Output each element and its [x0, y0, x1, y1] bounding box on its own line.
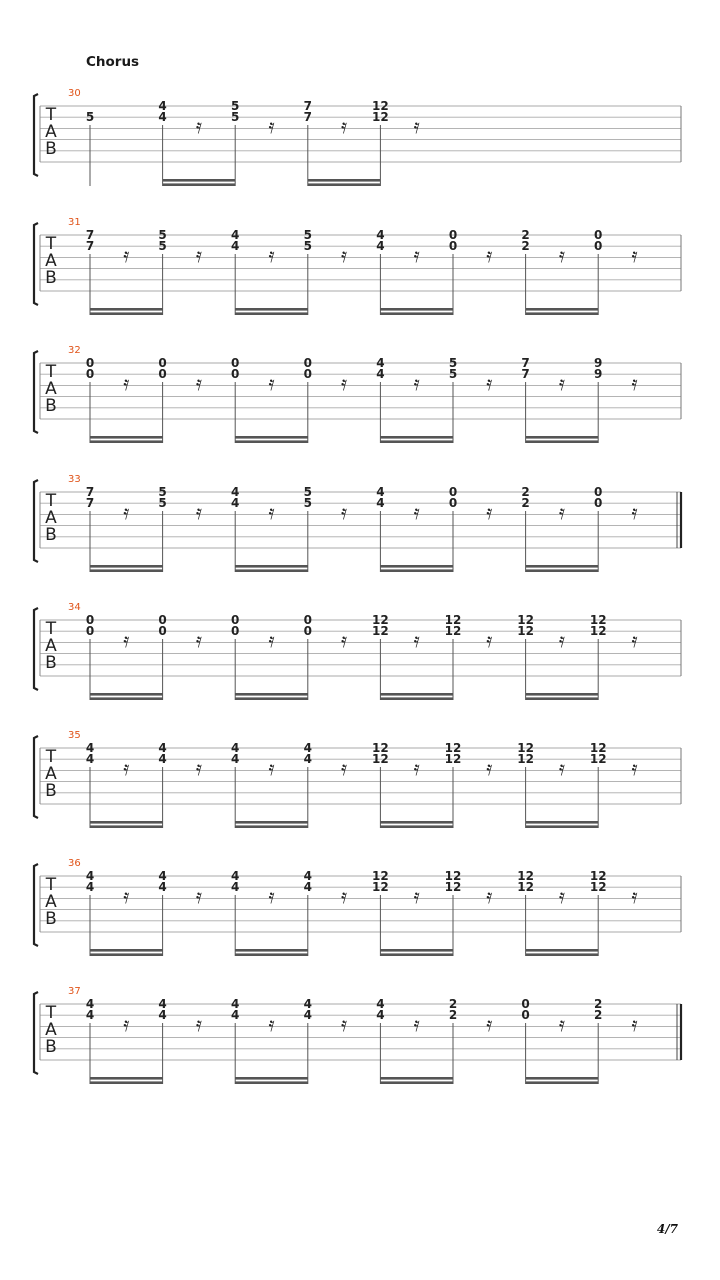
beam: [90, 693, 163, 696]
beam: [380, 697, 453, 700]
beam: [308, 183, 381, 186]
tab-clef-letter: T: [45, 491, 57, 511]
fret-number: 2: [521, 496, 530, 510]
beam: [90, 312, 163, 315]
sixteenth-rest: 𝄿: [413, 114, 420, 138]
fret-number: 12: [517, 613, 534, 627]
sixteenth-rest: 𝄿: [558, 756, 565, 780]
beam: [235, 312, 308, 315]
fret-number: 4: [158, 869, 167, 883]
beam: [526, 697, 599, 700]
fret-number: 12: [589, 624, 607, 638]
fret-number: 4: [231, 485, 240, 499]
fret-number: 4: [231, 752, 240, 766]
beam: [380, 1077, 453, 1080]
fret-number: 5: [231, 99, 240, 113]
measure-number: 34: [68, 602, 81, 613]
system-bracket: [34, 736, 38, 818]
beam: [163, 179, 236, 182]
sixteenth-rest: 𝄿: [486, 756, 493, 780]
fret-number: 0: [231, 356, 240, 370]
fret-number: 0: [521, 1008, 530, 1022]
fret-number: 4: [376, 228, 385, 242]
system-bracket: [34, 608, 38, 690]
fret-number: 0: [85, 356, 95, 370]
beam: [526, 693, 599, 696]
fret-number: 0: [448, 228, 458, 242]
beam: [90, 308, 163, 311]
fret-number: 0: [594, 496, 603, 510]
tab-clef-letter: B: [45, 781, 57, 801]
beam: [380, 565, 453, 568]
fret-number: 5: [158, 485, 167, 499]
beam: [90, 825, 163, 828]
fret-number: 4: [85, 1008, 95, 1022]
tab-clef-letter: T: [45, 362, 57, 382]
sixteenth-rest: 𝄿: [268, 371, 275, 395]
beam: [380, 953, 453, 956]
fret-number: 7: [521, 367, 530, 381]
fret-number: 4: [158, 1008, 167, 1022]
sixteenth-rest: 𝄿: [341, 243, 348, 267]
beam: [90, 569, 163, 572]
tab-clef-letter: A: [45, 508, 57, 528]
fret-number: 12: [589, 752, 607, 766]
beam: [90, 1077, 163, 1080]
fret-number: 4: [231, 1008, 240, 1022]
sixteenth-rest: 𝄿: [123, 1012, 130, 1036]
fret-number: 5: [303, 228, 312, 242]
fret-number: 0: [594, 239, 603, 253]
beam: [235, 697, 308, 700]
sixteenth-rest: 𝄿: [123, 756, 130, 780]
sixteenth-rest: 𝄿: [341, 114, 348, 138]
fret-number: 5: [231, 110, 240, 124]
beam: [163, 183, 236, 186]
beam: [380, 312, 453, 315]
beam: [526, 1081, 599, 1084]
fret-number: 12: [517, 741, 534, 755]
tab-clef-letter: A: [45, 122, 57, 142]
fret-number: 0: [158, 613, 167, 627]
sixteenth-rest: 𝄿: [631, 756, 638, 780]
fret-number: 0: [303, 367, 312, 381]
fret-number: 0: [448, 485, 458, 499]
fret-number: 4: [158, 110, 167, 124]
fret-number: 5: [303, 239, 312, 253]
beam: [235, 440, 308, 443]
beam: [526, 565, 599, 568]
fret-number: 4: [303, 880, 312, 894]
measure-number: 37: [68, 986, 81, 997]
sixteenth-rest: 𝄿: [341, 371, 348, 395]
sixteenth-rest: 𝄿: [413, 500, 420, 524]
tab-system: [34, 602, 681, 700]
fret-number: 4: [85, 880, 95, 894]
fret-number: 12: [589, 869, 607, 883]
fret-number: 12: [372, 741, 389, 755]
fret-number: 12: [372, 624, 389, 638]
fret-number: 4: [376, 356, 385, 370]
tab-clef-letter: T: [45, 1003, 57, 1023]
beam: [235, 569, 308, 572]
fret-number: 5: [448, 356, 458, 370]
sixteenth-rest: 𝄿: [558, 1012, 565, 1036]
beam: [235, 825, 308, 828]
sixteenth-rest: 𝄿: [558, 628, 565, 652]
sixteenth-rest: 𝄿: [486, 371, 493, 395]
beam: [235, 308, 308, 311]
fret-number: 2: [521, 239, 530, 253]
fret-number: 12: [372, 99, 389, 113]
sixteenth-rest: 𝄿: [631, 884, 638, 908]
fret-number: 0: [231, 613, 240, 627]
fret-number: 4: [158, 997, 167, 1011]
measure-number: 31: [68, 217, 81, 228]
tab-clef-letter: T: [45, 234, 57, 254]
sixteenth-rest: 𝄿: [123, 371, 130, 395]
fret-number: 12: [589, 613, 607, 627]
fret-number: 12: [444, 869, 462, 883]
system-bracket: [34, 94, 38, 176]
fret-number: 4: [376, 997, 385, 1011]
fret-number: 12: [444, 880, 462, 894]
beam: [380, 440, 453, 443]
beam: [526, 1077, 599, 1080]
tab-clef-letter: T: [45, 619, 57, 639]
fret-number: 4: [376, 367, 385, 381]
beam: [380, 436, 453, 439]
sixteenth-rest: 𝄿: [123, 884, 130, 908]
beam: [380, 308, 453, 311]
fret-number: 4: [158, 880, 167, 894]
measure-number: 30: [68, 88, 81, 99]
fret-number: 4: [85, 997, 95, 1011]
tab-clef-letter: A: [45, 892, 57, 912]
sixteenth-rest: 𝄿: [268, 500, 275, 524]
fret-number: 2: [594, 1008, 603, 1022]
fret-number: 4: [303, 752, 312, 766]
tab-clef-letter: T: [45, 747, 57, 767]
fret-number: 5: [158, 228, 167, 242]
sixteenth-rest: 𝄿: [268, 243, 275, 267]
beam: [380, 821, 453, 824]
fret-number: 12: [372, 869, 389, 883]
sixteenth-rest: 𝄿: [631, 1012, 638, 1036]
fret-number: 2: [521, 485, 530, 499]
fret-number: 0: [158, 356, 167, 370]
fret-number: 0: [231, 624, 240, 638]
fret-number: 5: [85, 110, 95, 124]
beam: [90, 821, 163, 824]
sixteenth-rest: 𝄿: [631, 243, 638, 267]
fret-number: 0: [448, 496, 458, 510]
sixteenth-rest: 𝄿: [413, 884, 420, 908]
page-indicator: 4/7: [656, 1222, 678, 1236]
fret-number: 4: [376, 239, 385, 253]
sixteenth-rest: 𝄿: [413, 756, 420, 780]
fret-number: 12: [517, 869, 534, 883]
fret-number: 2: [521, 228, 530, 242]
system-bracket: [34, 223, 38, 305]
fret-number: 4: [231, 741, 240, 755]
sixteenth-rest: 𝄿: [195, 243, 202, 267]
beam: [90, 440, 163, 443]
fret-number: 0: [158, 367, 167, 381]
sixteenth-rest: 𝄿: [413, 243, 420, 267]
fret-number: 9: [594, 356, 603, 370]
sixteenth-rest: 𝄿: [486, 500, 493, 524]
fret-number: 12: [444, 613, 462, 627]
beam: [526, 825, 599, 828]
beam: [526, 312, 599, 315]
beam: [308, 179, 381, 182]
beam: [526, 308, 599, 311]
tab-system: [34, 858, 681, 956]
sixteenth-rest: 𝄿: [341, 1012, 348, 1036]
beam: [90, 953, 163, 956]
tab-system: [34, 345, 681, 443]
fret-number: 12: [372, 613, 389, 627]
fret-number: 0: [448, 239, 458, 253]
fret-number: 12: [444, 752, 462, 766]
sixteenth-rest: 𝄿: [268, 884, 275, 908]
beam: [90, 436, 163, 439]
tab-clef-letter: B: [45, 139, 57, 159]
beam: [90, 949, 163, 952]
fret-number: 4: [231, 997, 240, 1011]
sixteenth-rest: 𝄿: [413, 628, 420, 652]
sixteenth-rest: 𝄿: [268, 114, 275, 138]
sixteenth-rest: 𝄿: [486, 243, 493, 267]
sixteenth-rest: 𝄿: [268, 756, 275, 780]
fret-number: 12: [372, 880, 389, 894]
fret-number: 0: [158, 624, 167, 638]
fret-number: 0: [85, 624, 95, 638]
sixteenth-rest: 𝄿: [123, 500, 130, 524]
beam: [526, 440, 599, 443]
sixteenth-rest: 𝄿: [195, 1012, 202, 1036]
tab-system: [34, 474, 681, 572]
fret-number: 7: [303, 99, 312, 113]
system-bracket: [34, 992, 38, 1074]
tab-clef-letter: B: [45, 1037, 57, 1057]
tab-system: [34, 986, 681, 1084]
fret-number: 5: [303, 485, 312, 499]
fret-number: 7: [521, 356, 530, 370]
beam: [235, 949, 308, 952]
tab-clef-letter: A: [45, 764, 57, 784]
sixteenth-rest: 𝄿: [268, 1012, 275, 1036]
fret-number: 4: [376, 485, 385, 499]
sixteenth-rest: 𝄿: [341, 628, 348, 652]
fret-number: 0: [85, 613, 95, 627]
beam: [235, 1077, 308, 1080]
beam: [90, 565, 163, 568]
system-bracket: [34, 864, 38, 946]
fret-number: 5: [158, 496, 167, 510]
beam: [235, 821, 308, 824]
sixteenth-rest: 𝄿: [195, 114, 202, 138]
fret-number: 0: [594, 485, 603, 499]
sixteenth-rest: 𝄿: [486, 884, 493, 908]
tab-clef-letter: A: [45, 379, 57, 399]
sixteenth-rest: 𝄿: [558, 500, 565, 524]
tab-clef-letter: T: [45, 875, 57, 895]
sixteenth-rest: 𝄿: [341, 884, 348, 908]
tab-clef-letter: A: [45, 1020, 57, 1040]
fret-number: 0: [303, 356, 312, 370]
sixteenth-rest: 𝄿: [631, 628, 638, 652]
fret-number: 4: [303, 997, 312, 1011]
beam: [380, 825, 453, 828]
fret-number: 4: [303, 741, 312, 755]
fret-number: 0: [231, 367, 240, 381]
fret-number: 7: [85, 228, 95, 242]
fret-number: 4: [303, 1008, 312, 1022]
tab-clef-letter: A: [45, 251, 57, 271]
tab-system: [34, 730, 681, 828]
fret-number: 0: [521, 997, 530, 1011]
beam: [235, 953, 308, 956]
sixteenth-rest: 𝄿: [558, 884, 565, 908]
tab-clef-letter: B: [45, 909, 57, 929]
fret-number: 12: [589, 880, 607, 894]
beam: [380, 1081, 453, 1084]
fret-number: 7: [85, 239, 95, 253]
fret-number: 4: [376, 496, 385, 510]
fret-number: 12: [372, 752, 389, 766]
beam: [380, 693, 453, 696]
beam: [235, 565, 308, 568]
sixteenth-rest: 𝄿: [413, 1012, 420, 1036]
fret-number: 0: [594, 228, 603, 242]
sixteenth-rest: 𝄿: [413, 371, 420, 395]
measure-number: 35: [68, 730, 81, 741]
beam: [526, 953, 599, 956]
tab-clef-letter: B: [45, 525, 57, 545]
fret-number: 4: [85, 752, 95, 766]
fret-number: 0: [303, 613, 312, 627]
beam: [380, 569, 453, 572]
sixteenth-rest: 𝄿: [341, 500, 348, 524]
fret-number: 4: [158, 741, 167, 755]
beam: [526, 949, 599, 952]
tab-clef-letter: A: [45, 636, 57, 656]
beam: [526, 436, 599, 439]
beam: [235, 1081, 308, 1084]
tab-clef-letter: T: [45, 105, 57, 125]
tab-clef-letter: B: [45, 268, 57, 288]
sixteenth-rest: 𝄿: [195, 884, 202, 908]
fret-number: 12: [517, 880, 534, 894]
beam: [235, 436, 308, 439]
sixteenth-rest: 𝄿: [123, 243, 130, 267]
fret-number: 12: [444, 624, 462, 638]
section-label: Chorus: [86, 54, 140, 70]
fret-number: 12: [589, 741, 607, 755]
sixteenth-rest: 𝄿: [123, 628, 130, 652]
beam: [526, 821, 599, 824]
beam: [235, 693, 308, 696]
fret-number: 12: [444, 741, 462, 755]
tab-clef-letter: B: [45, 653, 57, 673]
sixteenth-rest: 𝄿: [195, 371, 202, 395]
sixteenth-rest: 𝄿: [486, 628, 493, 652]
sixteenth-rest: 𝄿: [341, 756, 348, 780]
system-bracket: [34, 480, 38, 562]
fret-number: 4: [85, 741, 95, 755]
fret-number: 4: [85, 869, 95, 883]
fret-number: 0: [85, 367, 95, 381]
measure-number: 33: [68, 474, 81, 485]
fret-number: 2: [448, 997, 458, 1011]
fret-number: 4: [158, 752, 167, 766]
fret-number: 4: [231, 880, 240, 894]
fret-number: 4: [376, 1008, 385, 1022]
sixteenth-rest: 𝄿: [631, 371, 638, 395]
fret-number: 4: [231, 239, 240, 253]
fret-number: 7: [85, 485, 95, 499]
fret-number: 5: [448, 367, 458, 381]
fret-number: 2: [594, 997, 603, 1011]
fret-number: 12: [517, 752, 534, 766]
beam: [90, 1081, 163, 1084]
fret-number: 5: [158, 239, 167, 253]
tab-system: [34, 217, 681, 315]
sixteenth-rest: 𝄿: [486, 1012, 493, 1036]
fret-number: 9: [594, 367, 603, 381]
sixteenth-rest: 𝄿: [631, 500, 638, 524]
beam: [380, 949, 453, 952]
beam: [526, 569, 599, 572]
sixteenth-rest: 𝄿: [195, 756, 202, 780]
fret-number: 12: [517, 624, 534, 638]
tab-system: [34, 88, 681, 186]
fret-number: 2: [448, 1008, 458, 1022]
fret-number: 12: [372, 110, 389, 124]
sixteenth-rest: 𝄿: [558, 243, 565, 267]
system-bracket: [34, 351, 38, 433]
fret-number: 5: [303, 496, 312, 510]
sixteenth-rest: 𝄿: [558, 371, 565, 395]
measure-number: 36: [68, 858, 81, 869]
fret-number: 0: [303, 624, 312, 638]
sixteenth-rest: 𝄿: [195, 500, 202, 524]
fret-number: 4: [231, 228, 240, 242]
tab-clef-letter: B: [45, 396, 57, 416]
fret-number: 4: [231, 869, 240, 883]
fret-number: 4: [158, 99, 167, 113]
measure-number: 32: [68, 345, 81, 356]
beam: [90, 697, 163, 700]
sixteenth-rest: 𝄿: [195, 628, 202, 652]
fret-number: 7: [303, 110, 312, 124]
fret-number: 4: [303, 869, 312, 883]
fret-number: 7: [85, 496, 95, 510]
sixteenth-rest: 𝄿: [268, 628, 275, 652]
fret-number: 4: [231, 496, 240, 510]
